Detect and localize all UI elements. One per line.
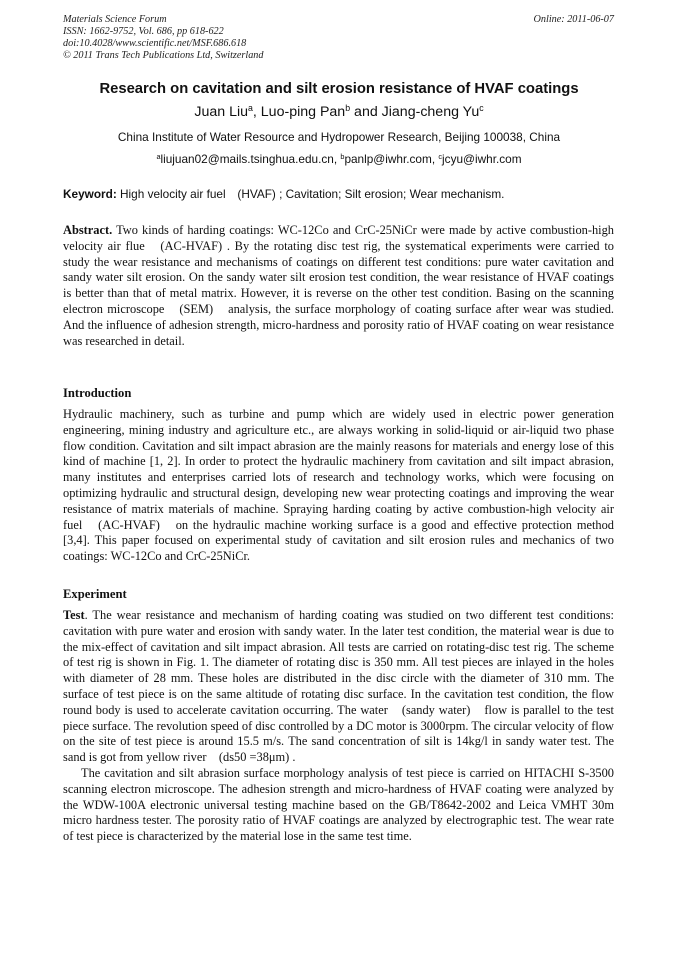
email-sup: b (340, 151, 345, 161)
keywords (63, 187, 623, 202)
affiliation: China Institute of Water Resource and Hydropower Research, Beijing 100038, China (117, 130, 561, 144)
abstract-label: Abstract. (63, 223, 113, 237)
experiment-heading: Experiment (63, 587, 127, 601)
experiment-section (63, 608, 614, 845)
author-name: Juan Liu (194, 104, 248, 120)
test-label: Test (63, 608, 85, 622)
email-separator: , (431, 152, 439, 166)
journal-name: Materials Science Forum (63, 14, 167, 25)
paper-title: Research on cavitation and silt erosion resistance of HVAF coatings (99, 81, 579, 97)
abstract-section (63, 223, 614, 349)
keyword-text: High velocity air fuel (HVAF) ; Cavitation; Silt erosion; Wear mechanism. (116, 187, 505, 201)
experiment-paragraph-2: The cavitation and silt abrasion surface morphology analysis of test piece is carried on HITACHI S-3500 scanning electron microscope. The adhesion strength and micro-hardness of HVAF coating were analyzed by the WDW-100A electronic universal testing machine based on the GB/T8642-2002 and Leica VMHT 30m micro hardness tester. The porosity ratio of HVAF coatings are analyzed by electrographic test. The wear rate of test piece is characterized by the material lose in the same test time. (63, 765, 614, 844)
author-list (40, 103, 638, 121)
abstract-text: Two kinds of harding coatings: WC-12Co and CrC-25NiCr were made by active combustion-high velocity air flue (AC-HVAF) . By the rotating disc test rig, the systematical experiments were carried to study the wear resistance and mechanisms of coatings on different test conditions: pure water cavitation and sandy water silt erosion. On the sandy water silt erosion test condition, the wear resistance of HVAF coatings is better than that of metal matrix. However, it is reverse on the other test condition. Basing on the scanning electron microscope (SEM) analysis, the surface morphology of coating surface after wear was studied. And the influence of adhesion strength, micro-hardness and porosity ratio of HVAF coating on wear resistance was researched in detail. (63, 223, 614, 348)
email-list (40, 152, 638, 167)
author-sup: b (345, 103, 351, 114)
online-date: Online: 2011-06-07 (533, 14, 614, 25)
journal-doi: doi:10.4028/www.scientific.net/MSF.686.618 (63, 38, 247, 49)
email-sup: c (438, 151, 443, 161)
email-sup: a (156, 151, 161, 161)
introduction-heading: Introduction (63, 386, 132, 400)
email-address[interactable]: liujuan02@mails.tsinghua.edu.cn (160, 152, 334, 166)
author-separator: and (350, 104, 382, 120)
author-name: Jiang-cheng Yu (381, 104, 480, 120)
author-sup: c (479, 103, 484, 114)
email-address[interactable]: panlp@iwhr.com (344, 152, 432, 166)
email-separator: , (333, 152, 341, 166)
author-separator: , (252, 104, 261, 120)
journal-copyright: © 2011 Trans Tech Publications Ltd, Switzerland (63, 50, 264, 61)
introduction-section (63, 407, 614, 565)
journal-header (63, 14, 263, 62)
email-address[interactable]: jcyu@iwhr.com (442, 152, 522, 166)
introduction-text: Hydraulic machinery, such as turbine and pump which are widely used in electric power generation engineering, mining industry and agriculture etc., are always working in solid-liquid or air-liquid two phase flow condition. Cavitation and silt impact abrasion are the mainly reasons for materials and energy lose of this kind of machine [1, 2]. In order to protect the hydraulic machinery from cavitation and silt impact abrasion, many institutes and enterprises carried lots of research and technology works, which were focusing on optimizing hydraulic and structural design, developing new wear protecting coatings and improving the wear resistance of matrix materials of machine. Spraying harding coating by active combustion-high velocity air fuel (AC-HVAF) on the hydraulic machine working surface is a good and effective protection method [3,4]. This paper focused on experimental study of cavitation and silt erosion rules and mechanics of two coatings: WC-12Co and CrC-25NiCr. (63, 407, 614, 564)
journal-issn: ISSN: 1662-9752, Vol. 686, pp 618-622 (63, 26, 224, 37)
test-text: . The wear resistance and mechanism of harding coating was studied on two different test conditions: cavitation with pure water and erosion with sandy water. In the later test condition, the material wear is due to the mix-effect of cavitation and silt impact abrasion. All tests are carried on rotating-disc test rig. The scheme of test rig is shown in Fig. 1. The diameter of rotating disc is 350 mm. All test pieces are inlayed in the holes with diameter of 28 mm. These holes are distributed in the disc circle with the diameter of 310 mm. The surface of test piece is on the same altitude of rotating disc surface. In the cavitation test condition, the flow round body is used to accelerate cavitation occurring. The water (sandy water) flow is parallel to the test piece surface. The revolution speed of disc controlled by a DC motor is 3000rpm. The circular velocity of flow on the site of test piece is around 15.5 m/s. The sand concentration of silt is 14kg/l in sandy water test. The sand is got from yellow river (ds50 =38μm) . (63, 608, 614, 765)
author-sup: a (248, 103, 253, 114)
keyword-label: Keyword: (63, 187, 117, 201)
author-name: Luo-ping Pan (260, 104, 346, 120)
